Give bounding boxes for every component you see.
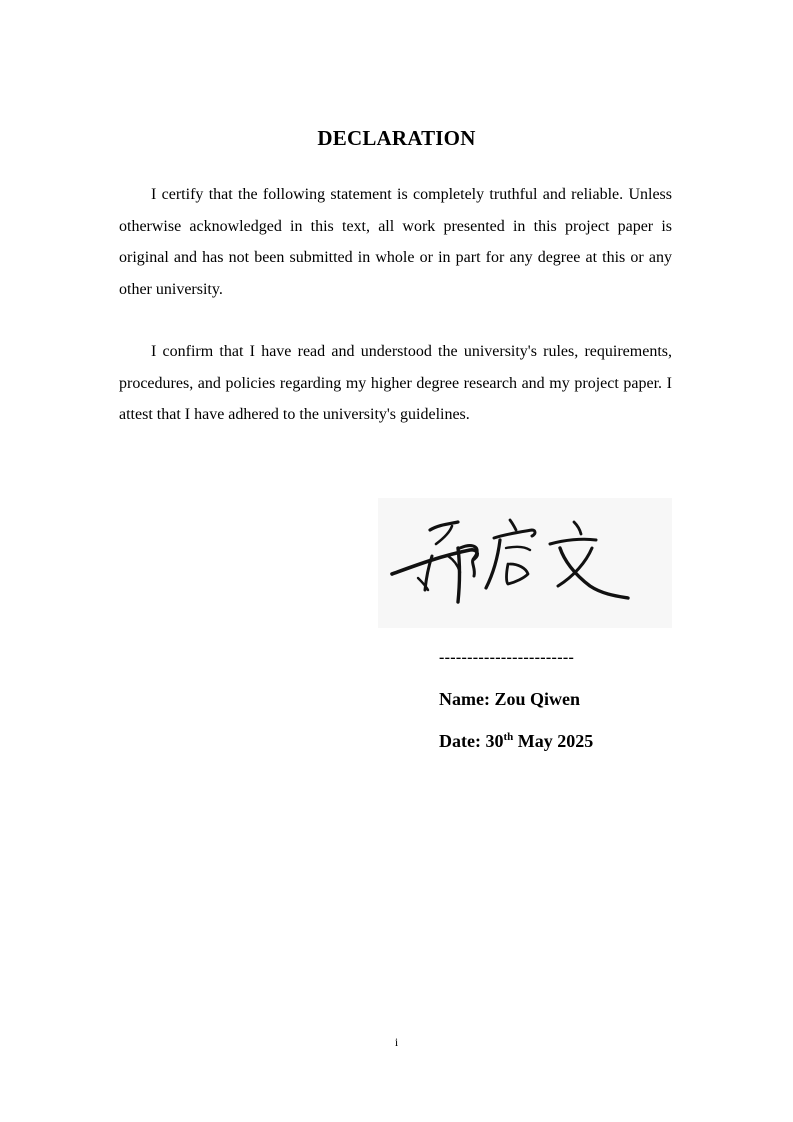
signature-strokes — [378, 498, 672, 628]
handwritten-signature — [378, 498, 672, 628]
signature-line: ------------------------ — [439, 649, 575, 666]
page-title: DECLARATION — [317, 126, 476, 150]
certification-paragraph: I certify that the following statement is completely truthful and reliable. Unless otherwise acknowledged in this text, all work presented in this project paper is original and has not been submitted in whole or in part for any degree at this or any other university. — [119, 186, 672, 298]
name-line — [439, 686, 580, 712]
name-label: Name: — [439, 689, 490, 709]
confirmation-paragraph: I confirm that I have read and understood the university's rules, requirements, procedures, and policies regarding my higher degree research and my project paper. I attest that I have adhered to the university's guidelines. — [119, 343, 672, 423]
date-line — [439, 728, 593, 754]
name-value: Zou Qiwen — [494, 689, 581, 709]
date-label: Date: — [439, 731, 481, 751]
page-number: i — [394, 1035, 399, 1049]
date-day: 30 — [485, 731, 504, 751]
date-month-year: May 2025 — [517, 731, 594, 751]
date-ordinal: th — [503, 731, 514, 743]
